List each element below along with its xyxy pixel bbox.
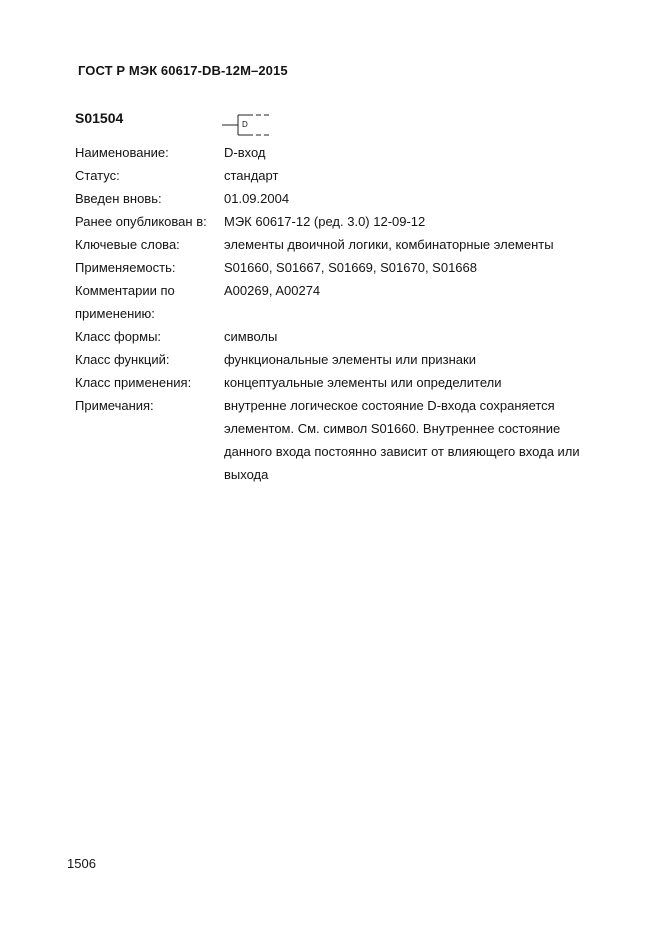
property-row-introduced [75, 187, 595, 210]
property-label: Ранее опубликован в: [75, 214, 207, 229]
property-value: функциональные элементы или признаки [224, 352, 476, 367]
symbol-letter: D [242, 120, 248, 129]
property-row-status [75, 164, 595, 187]
property-row-name [75, 141, 595, 164]
property-value: внутренне логическое состояние D-входа сохраняется элементом. См. символ S01660. Внутреннее состояние данного входа постоянно зависит от влияющего входа или выхода [224, 398, 580, 482]
property-value: 01.09.2004 [224, 191, 290, 206]
property-label: Примечания: [75, 398, 154, 413]
property-label: Класс формы: [75, 329, 162, 344]
property-value: символы [224, 329, 278, 344]
page-number: 1506 [67, 856, 96, 871]
property-value: МЭК 60617-12 (ред. 3.0) 12-09-12 [224, 214, 426, 229]
property-value: A00269, A00274 [224, 283, 321, 298]
property-value: D-вход [224, 145, 266, 160]
property-label: Комментарии по применению: [75, 283, 175, 321]
property-label: Применяемость: [75, 260, 176, 275]
property-row-function-class [75, 348, 595, 371]
property-row-application-class [75, 371, 595, 394]
property-row-notes [75, 394, 595, 486]
property-label: Наименование: [75, 145, 169, 160]
property-row-keywords [75, 233, 595, 256]
property-value: элементы двоичной логики, комбинаторные элементы [224, 237, 554, 252]
property-label: Ключевые слова: [75, 237, 180, 252]
property-value: S01660, S01667, S01669, S01670, S01668 [224, 260, 477, 275]
property-row-form-class [75, 325, 595, 348]
property-value: концептуальные элементы или определители [224, 375, 502, 390]
property-row-published [75, 210, 595, 233]
properties-list [75, 141, 595, 486]
property-label: Введен вновь: [75, 191, 162, 206]
property-label: Класс применения: [75, 375, 192, 390]
property-label: Класс функций: [75, 352, 170, 367]
property-row-applicability [75, 256, 595, 279]
d-input-symbol-icon [222, 110, 272, 145]
property-label: Статус: [75, 168, 120, 183]
property-row-comments [75, 279, 595, 325]
symbol-id: S01504 [75, 110, 124, 126]
property-value: стандарт [224, 168, 279, 183]
document-header: ГОСТ Р МЭК 60617-DB-12M–2015 [78, 63, 288, 78]
